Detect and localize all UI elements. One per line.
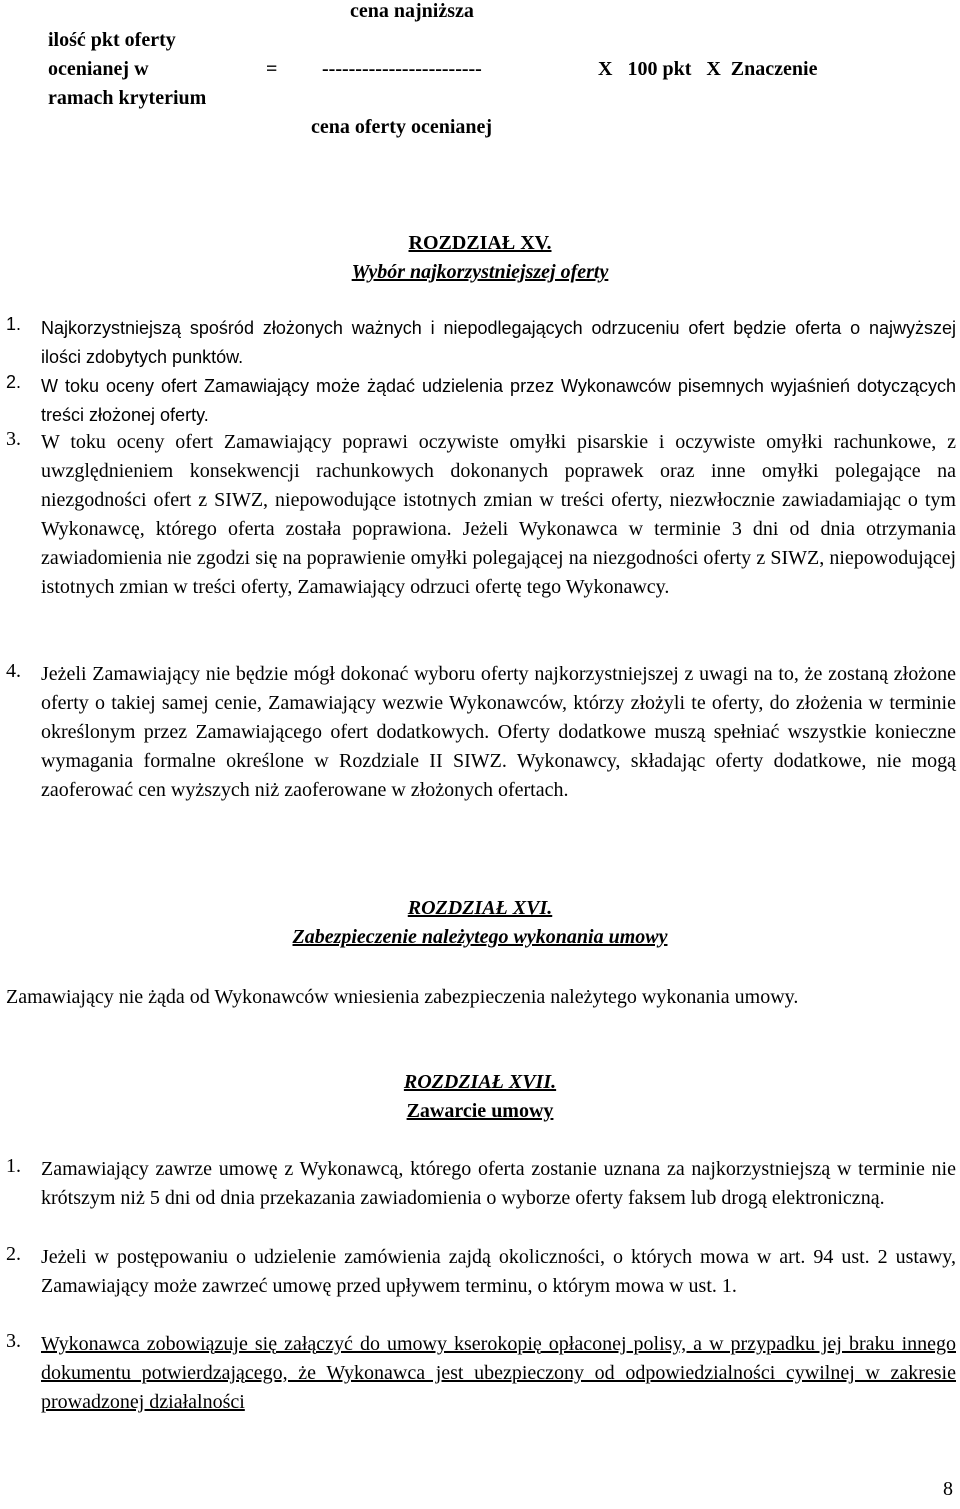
section17-item-3 (6, 1330, 956, 1417)
item-text: Jeżeli Zamawiający nie będzie mógł dokonać wyboru oferty najkorzystniejszej z uwagi na to, że zostaną złożone oferty o takiej samej cenie, Zamawiający wezwie Wykonawców, którzy złożyli te oferty, do złożenia w terminie określonym przez Zamawiającego ofert dodatkowych. Oferty dodatkowe muszą spełniać wszystkie konieczne wymagania formalne określone w Rozdziale II SIWZ. Wykonawcy, składając oferty dodatkowe, nie mogą zaoferować cen wyższych niż zaoferowane w złożonych ofertach. (41, 663, 956, 801)
item-number: 4. (6, 660, 21, 682)
section16-heading: ROZDZIAŁ XVI. (407, 897, 553, 919)
formula-left-line2: ocenianej w (48, 58, 149, 80)
item-number: 1. (6, 1155, 21, 1177)
item-number: 3. (6, 1330, 21, 1352)
section17-subheading: Zawarcie umowy (406, 1100, 554, 1122)
section15-item-3 (6, 428, 956, 602)
section15-subheading: Wybór najkorzystniejszej oferty (351, 261, 609, 283)
item-number: 3. (6, 428, 21, 450)
section15-item-2 (6, 372, 956, 430)
item-text: Zamawiający zawrze umowę z Wykonawcą, którego oferta zostanie uznana za najkorzystniejszą w terminie nie krótszym niż 5 dni od dnia przekazania zawiadomienia o wyborze oferty faksem lub drogą elektroniczną. (41, 1158, 956, 1209)
section17-item-1 (6, 1155, 956, 1213)
formula-numerator: cena najniższa (350, 0, 474, 22)
item-text: W toku oceny ofert Zamawiający może żądać udzielenia przez Wykonawców pisemnych wyjaśnień dotyczących treści złożonej oferty. (41, 376, 956, 425)
section16-subheading: Zabezpieczenie należytego wykonania umowy (292, 926, 668, 948)
item-text: Jeżeli w postępowaniu o udzielenie zamówienia zajdą okoliczności, o których mowa w art. 94 ust. 2 ustawy, Zamawiający może zawrzeć umowę przed upływem terminu, o którym mowa w ust. 1. (41, 1246, 956, 1297)
item-text: Wykonawca zobowiązuje się załączyć do umowy kserokopię opłaconej polisy, a w przypadku jej braku innego dokumentu potwierdzającego, że Wykonawca jest ubezpieczony od odpowiedzialności cywilnej w zakresie prowadzonej działalności (41, 1333, 956, 1413)
section15-heading: ROZDZIAŁ XV. (408, 232, 552, 254)
formula-denominator: cena oferty ocenianej (311, 116, 493, 138)
formula-left-line3: ramach kryterium (48, 87, 207, 109)
formula-left-line1: ilość pkt oferty (48, 29, 176, 51)
item-text: Najkorzystniejszą spośród złożonych ważnych i niepodlegających odrzuceniu ofert będzie oferta o najwyższej ilości zdobytych punktów. (41, 318, 956, 367)
section15-item-4 (6, 660, 956, 805)
formula-fraction-bar: ------------------------ (322, 58, 482, 80)
item-number: 1. (6, 314, 22, 334)
formula-multiplier: X 100 pkt X Znaczenie (598, 58, 818, 80)
item-number: 2. (6, 372, 22, 392)
item-text: W toku oceny ofert Zamawiający poprawi oczywiste omyłki pisarskie i oczywiste omyłki rachunkowe, z uwzględnieniem konsekwencji rachunkowych dokonanych poprawek oraz inne omyłki polegające na niezgodności ofert z SIWZ, niepowodujące istotnych zmian w treści oferty, niezwłocznie zawiadamiając o tym Wykonawcę, którego oferta została poprawiona. Jeżeli Wykonawca w terminie 3 dni od dnia otrzymania zawiadomienia nie zgodzi się na poprawienie omyłki polegającej na niezgodności oferty z SIWZ, niepowodującej istotnych zmian w treści oferty, Zamawiający odrzuci ofertę tego Wykonawcy. (41, 431, 956, 598)
page-number: 8 (943, 1478, 953, 1500)
section15-item-1 (6, 314, 956, 372)
formula-equals: = (266, 58, 278, 80)
item-number: 2. (6, 1243, 21, 1265)
section17-item-2 (6, 1243, 956, 1301)
section17-heading: ROZDZIAŁ XVII. (403, 1071, 557, 1093)
section16-text: Zamawiający nie żąda od Wykonawców wniesienia zabezpieczenia należytego wykonania umowy. (6, 986, 799, 1008)
